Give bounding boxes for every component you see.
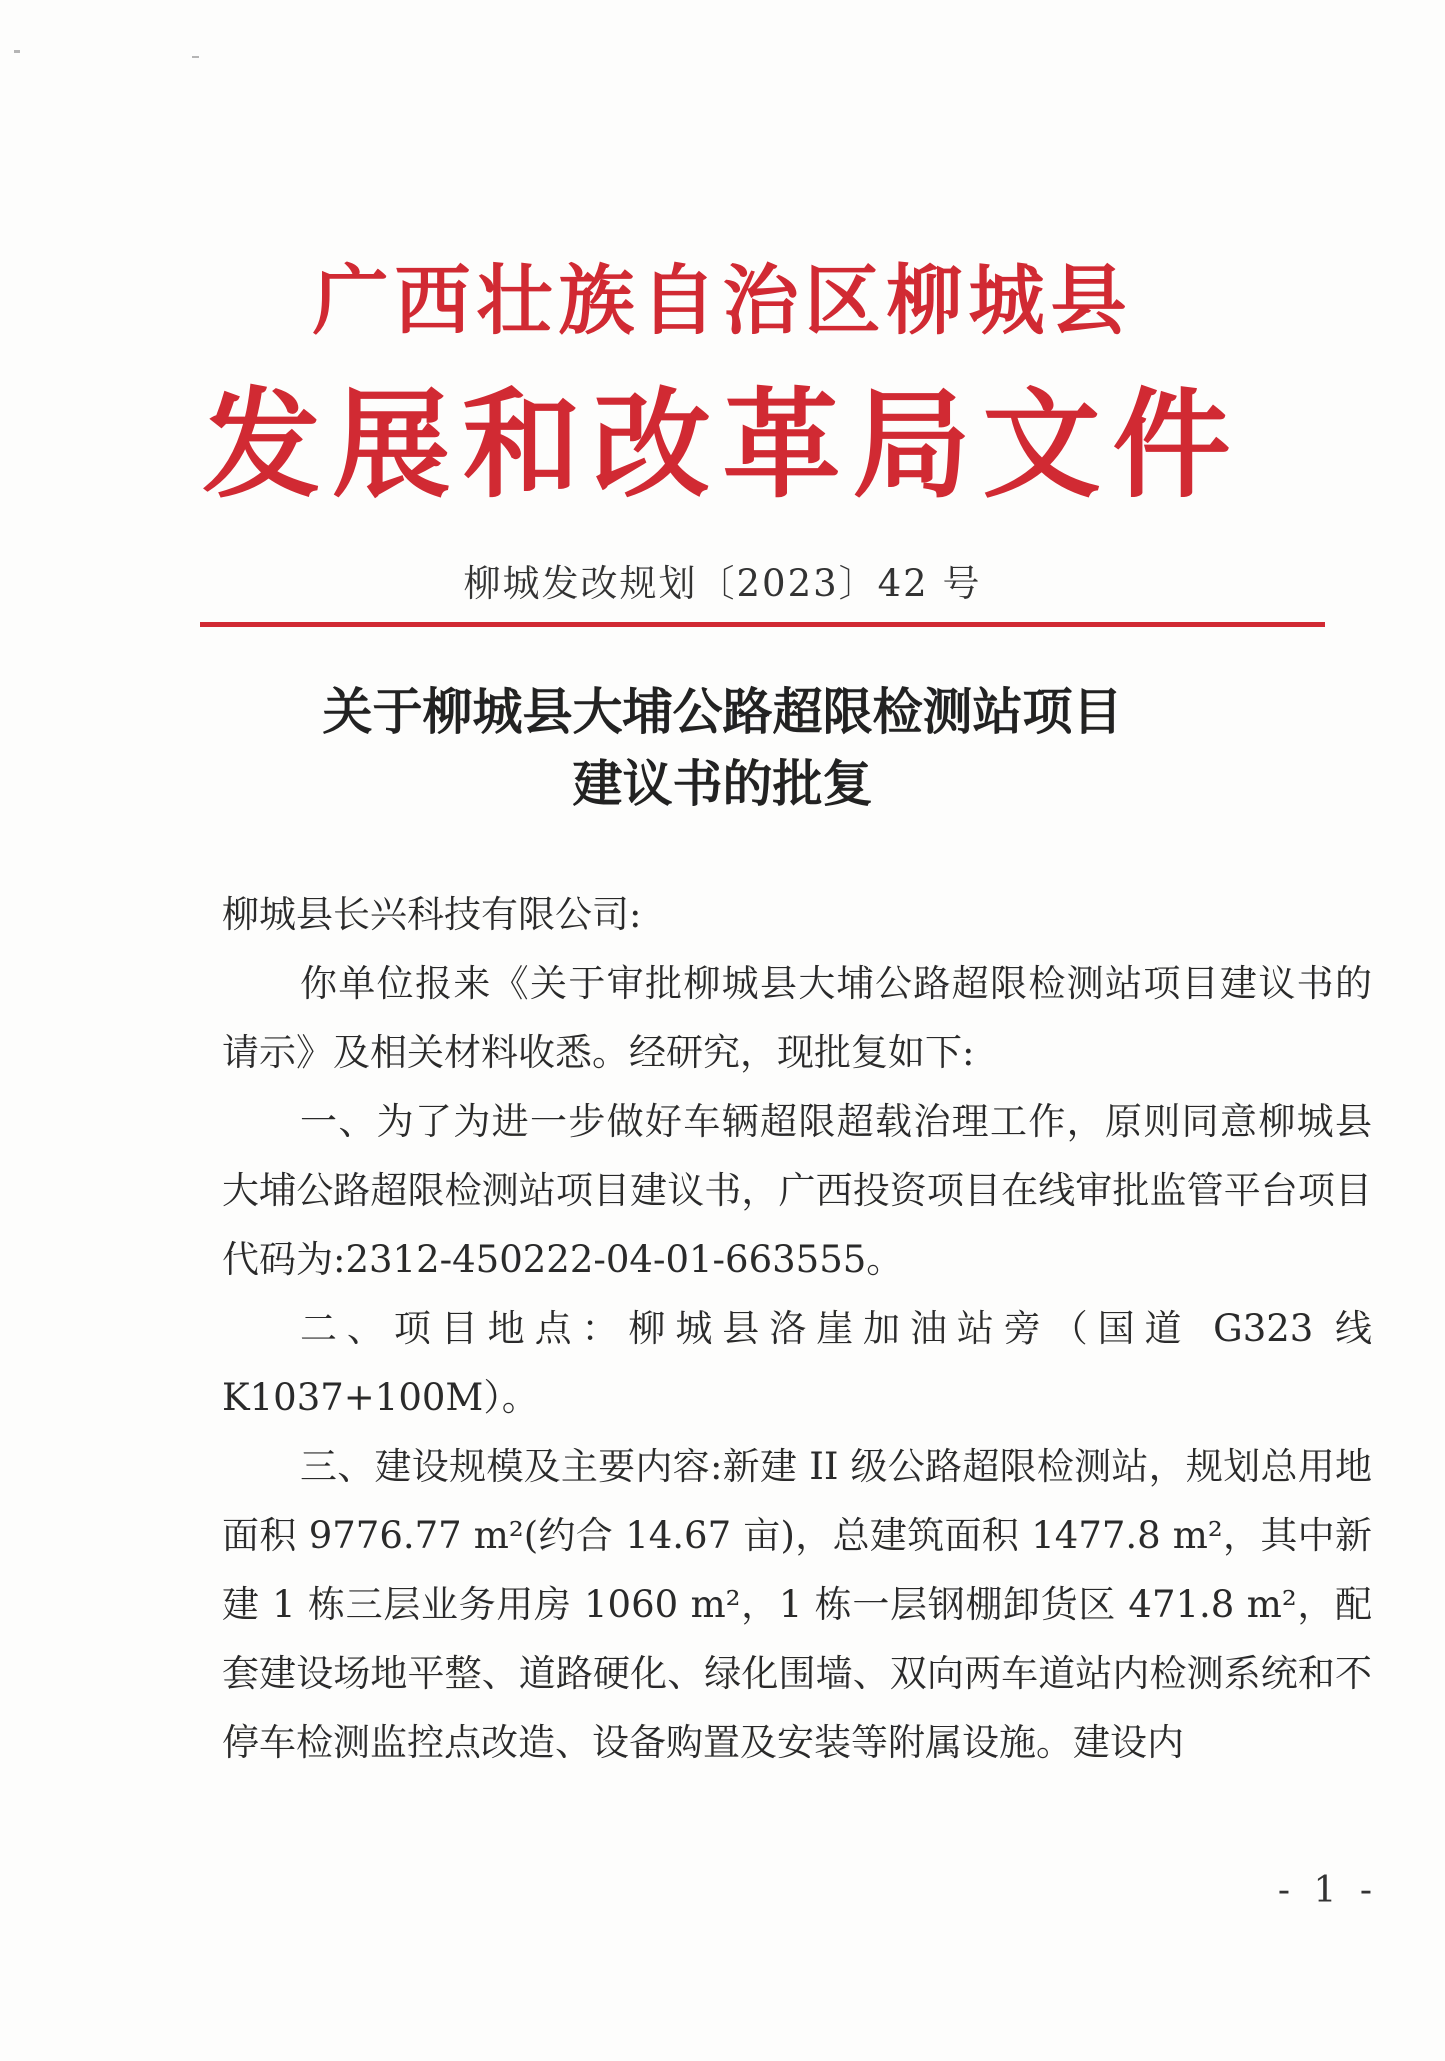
- paragraph-intro: 你单位报来《关于审批柳城县大埔公路超限检测站项目建议书的请示》及相关材料收悉。经研究，现批复如下:: [222, 962, 1372, 1074]
- scan-speck: [14, 50, 20, 53]
- document-number: 柳城发改规划〔2023〕42 号: [463, 562, 982, 605]
- document-body: [222, 880, 1372, 1777]
- paragraph-item-1: 一、为了为进一步做好车辆超限超载治理工作，原则同意柳城县大埔公路超限检测站项目建议书，广西投资项目在线审批监管平台项目代码为:2312-450222-04-01-663555。: [222, 1100, 1372, 1281]
- document-type-heading: 发展和改革局文件: [202, 375, 1243, 514]
- page-number: - 1 -: [1277, 1870, 1378, 1911]
- document-title: [0, 676, 1445, 820]
- title-line-2: 建议书的批复: [572, 755, 873, 813]
- red-divider: [200, 622, 1325, 627]
- salutation: 柳城县长兴科技有限公司:: [222, 893, 642, 936]
- paragraph-item-2: 二、项目地点：柳城县洛崖加油站旁（国道 G323 线 K1037+100M）。: [222, 1307, 1372, 1419]
- issuer-name: 广西壮族自治区柳城县: [312, 256, 1133, 345]
- title-line-1: 关于柳城县大埔公路超限检测站项目: [322, 683, 1123, 741]
- scan-speck: [192, 56, 199, 58]
- paragraph-item-3: 三、建设规模及主要内容:新建 II 级公路超限检测站，规划总用地面积 9776.77 m²(约合 14.67 亩)，总建筑面积 1477.8 m²，其中新建 1 栋三层业务用房 1060 m²，1 栋一层钢棚卸货区 471.8 m²，配套建设场地平整、道路硬化、绿化围墙、双向两车道站内检测系统和不停车检测监控点改造、设备购置及安装等附属设施。建设内: [222, 1445, 1372, 1764]
